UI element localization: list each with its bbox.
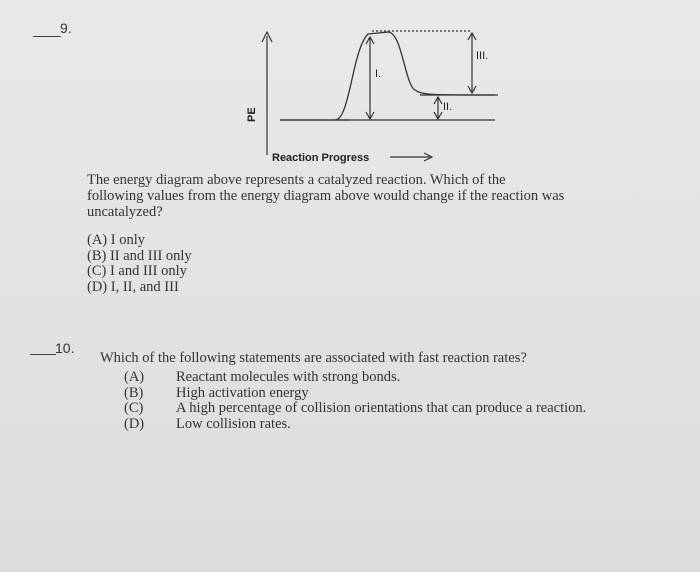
q10-choice-letter: (A) (124, 369, 145, 385)
q10-choice-text: High activation energy (176, 384, 309, 401)
q10-choice-letter: (D) (124, 415, 145, 432)
q10-choice-letter: (C) (124, 400, 144, 416)
q9-prompt-line: following values from the energy diagram above would change if the reaction was (87, 188, 565, 204)
energy-diagram (240, 20, 520, 170)
q10-choice-d[interactable] (124, 417, 586, 433)
label-i: I. (375, 68, 382, 80)
energy-curve (280, 32, 495, 120)
q9-prompt-line: The energy diagram above represents a catalyzed reaction. Which of the (87, 172, 506, 188)
q10-choice-c[interactable] (124, 401, 586, 417)
q9-prompt (87, 172, 687, 220)
q10-choice-text: A high percentage of collision orientations that can produce a reaction. (176, 400, 587, 416)
q9-choice-c[interactable]: (C) I and III only (87, 263, 187, 279)
label-iii: III. (476, 50, 489, 62)
q10-choice-a[interactable] (124, 370, 586, 386)
q9-number: 9. (60, 20, 72, 36)
q10-choices (124, 370, 586, 432)
q9-choice-a[interactable]: (A) I only (87, 232, 145, 248)
q10-prompt: Which of the following statements are associated with fast reaction rates? (100, 350, 527, 366)
q10-choice-text: Reactant molecules with strong bonds. (176, 369, 401, 385)
q10-choice-letter: (B) (124, 384, 144, 401)
label-ii: II. (443, 101, 453, 113)
q9-answer-blank (33, 36, 61, 37)
q10-answer-blank (30, 354, 56, 355)
x-axis-label: Reaction Progress (272, 152, 370, 164)
q9-choice-d[interactable]: (D) I, II, and III (87, 278, 179, 295)
q9-prompt-line: uncatalyzed? (87, 204, 163, 220)
q9-choices (87, 233, 192, 295)
y-axis-label: PE (246, 107, 258, 122)
q10-choice-b[interactable] (124, 386, 586, 402)
q10-number: 10. (55, 340, 75, 356)
q10-choice-text: Low collision rates. (176, 415, 291, 432)
q9-choice-b[interactable]: (B) II and III only (87, 247, 192, 264)
